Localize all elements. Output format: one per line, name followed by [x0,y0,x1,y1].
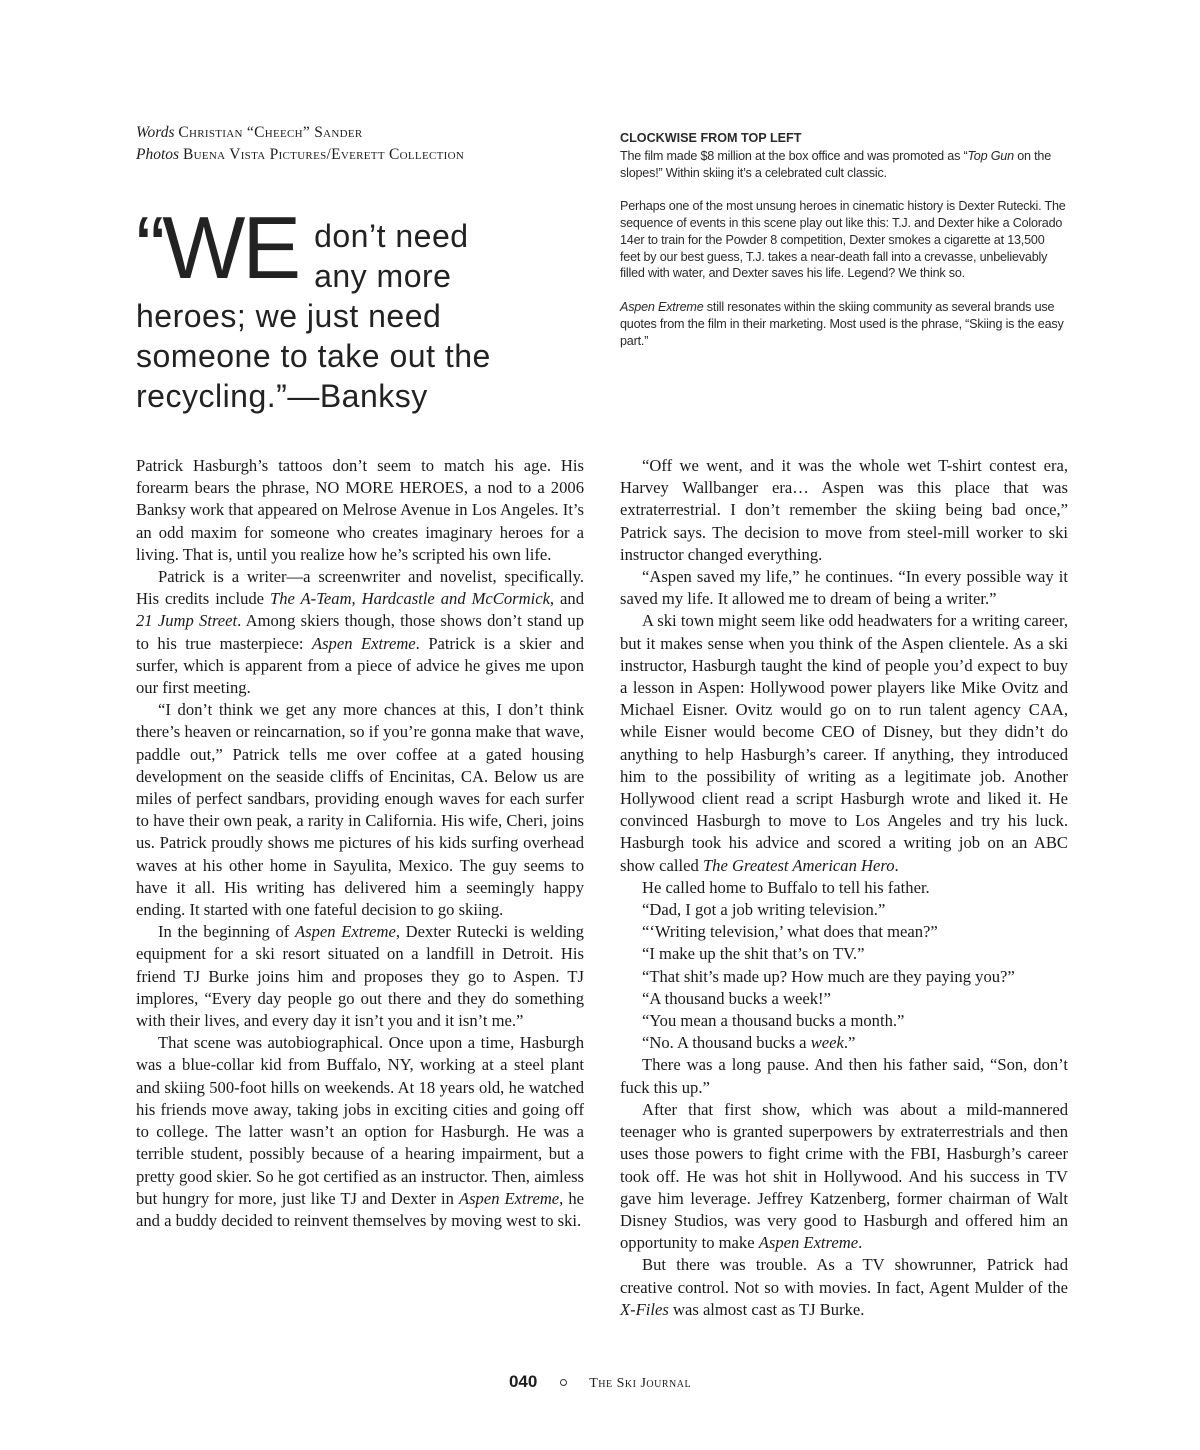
right-p6-text-a: But there was trouble. As a TV showrunner, Patrick had creative control. Not so with movies. In fact, Agent Mulder of the [620,1255,1068,1297]
photos-credit [136,144,576,166]
left-p2-italic-2: 21 Jump Street [136,611,238,631]
right-paragraph-1: “Off we went, and it was the whole wet T-shirt contest era, Harvey Wallbanger era… Aspen was this place that was extraterrestrial. I don’t remember the skiing being bad once,” Patrick says. The decision to move from steel-mill worker to ski instructor changed everything. [620,456,1068,564]
left-paragraph-3: “I don’t think we get any more chances at this, I don’t think there’s heaven or reincarnation, so if you’re gonna make that wave, paddle out,” Patrick tells me over coffee at a gated housing development on the seaside cliffs of Encinitas, CA. Below us are miles of perfect sandbars, providing enough waves for each surfer to have their own peak, a rarity in California. His wife, Cheri, joins us. Patrick proudly shows me pictures of his kids surfing overhead waves at his other home in Sayulita, Mexico. The guy seems to have it all. His writing has delivered him a seemingly happy ending. It started with one fateful decision to go skiing. [136,700,584,920]
author-name: Christian “Cheech” Sander [178,124,363,141]
page-footer [0,1372,1200,1392]
separator-dot-icon [560,1379,567,1386]
page-number: 040 [508,1372,538,1391]
pull-quote-head [136,198,576,297]
caption-3-italic: Aspen Extreme [620,299,704,314]
photo-captions [620,130,1068,366]
dialogue-line-4: “I make up the shit that’s on TV.” [642,944,865,964]
magazine-name: The Ski Journal [589,1376,692,1391]
dialogue-8-italic: week [810,1033,844,1053]
dialogue-8-text-a: “No. A thousand bucks a [642,1033,811,1053]
left-p2-text-a: Patrick is a writer—a screenwriter and novelist, specifically. His credits include [136,567,584,609]
right-paragraph-6 [620,1254,1068,1321]
photographer-name: Buena Vista Pictures/Everett Collection [182,146,465,163]
pull-quote-line-1: don’t need [314,218,469,254]
left-paragraph-5 [136,1032,584,1232]
caption-1-text-b: on the slopes!” Within skiing it’s a celebrated cult classic. [620,148,1052,180]
dialogue-8-text-b: .” [843,1033,856,1053]
left-p2-text-b: and [554,589,584,609]
left-p5-text-b: , he and a buddy decided to reinvent themselves by moving west to ski. [136,1188,584,1230]
caption-3 [620,299,1068,349]
left-paragraph-2 [136,566,584,699]
dialogue-line-1: He called home to Buffalo to tell his father. [642,877,930,897]
caption-1-italic: Top Gun [967,148,1014,163]
caption-1-text-a: The film made $8 million at the box office and was promoted as “ [620,148,968,163]
dialogue-line-3: “‘Writing television,’ what does that mean?” [642,922,938,942]
right-paragraph-3 [620,610,1068,876]
pull-quote [136,198,576,416]
left-p2-italic-1: The A-Team, Hardcastle and McCormick, [270,589,555,609]
photos-label: Photos [136,146,180,163]
left-p2-text-c: . Among skiers though, those shows don’t stand up to his true masterpiece: [136,611,584,653]
pull-quote-line-2: any more [314,258,452,294]
pull-quote-line-5: recycling.”—Banksy [136,378,428,414]
left-p2-text-d: . Patrick is a skier and surfer, which is apparent from a piece of advice he gives me upon our first meeting. [136,633,584,698]
body-column-right [620,455,1068,1321]
right-paragraph-5 [620,1099,1068,1254]
caption-3-text: still resonates within the skiing community as several brands use quotes from the film in their marketing. Most used is the phrase, “Skiing is the easy part.” [620,299,1064,348]
captions-heading: CLOCKWISE FROM TOP LEFT [620,131,802,145]
body-column-left [136,455,584,1232]
dialogue-line-6: “A thousand bucks a week!” [642,988,831,1008]
left-p2-italic-3: Aspen Extreme [311,633,416,653]
dialogue-line-7: “You mean a thousand bucks a month.” [642,1011,905,1031]
right-paragraph-2: “Aspen saved my life,” he continues. “In every possible way it saved my life. It allowed me to dream of being a writer.” [620,567,1068,609]
dialogue-line-2: “Dad, I got a job writing television.” [642,900,886,920]
words-credit [136,122,576,144]
right-p5-text-a: After that first show, which was about a mild-mannered teenager who is granted superpowers by extraterrestrials and then uses those powers to fight crime with the FBI, Hasburgh’s career took off. He was hot shit in Hollywood. And his success in TV gave him leverage. Jeffrey Katzenberg, former chairman of Walt Disney Studios, was very good to Hasburgh and offered him an opportunity to make [620,1099,1068,1253]
right-p6-italic: X-Files [620,1299,669,1319]
right-p3-italic: The Greatest American Hero [702,855,895,875]
left-p5-italic: Aspen Extreme [458,1188,560,1208]
dialogue-line-8 [620,1032,1068,1054]
left-p4-text-a: In the beginning of [158,922,295,942]
article-credits [136,122,576,166]
dialogue-line-5: “That shit’s made up? How much are they paying you?” [642,966,1015,986]
pull-quote-line-4: someone to take out the [136,338,491,374]
right-paragraph-4: There was a long pause. And then his father said, “Son, don’t fuck this up.” [620,1055,1068,1097]
pull-quote-small-lines [314,208,468,296]
right-p3-text-b: . [894,855,899,875]
right-p3-text-a: A ski town might seem like odd headwaters for a writing career, but it makes sense when you think of the Aspen clientele. As a ski instructor, Hasburgh taught the kind of people you’d expect to buy a lesson in Aspen: Hollywood power players like Mike Ovitz and Michael Eisner. Ovitz would go on to run talent agency CAA, while Eisner would become CEO of Disney, but they didn’t do anything to help Hasburgh’s career. If anything, they introduced him to the possibility of writing as a legitimate job. Another Hollywood client read a script Hasburgh wrote and liked it. He convinced Hasburgh to move to Los Angeles and try his luck. Hasburgh took his advice and scored a writing job on an ABC show called [620,611,1068,875]
left-p4-italic: Aspen Extreme [294,922,396,942]
caption-2: Perhaps one of the most unsung heroes in cinematic history is Dexter Rutecki. The sequence of events in this scene play out like this: T.J. and Dexter hike a Colorado 14er to train for the Powder 8 competition, Dexter smokes a cigarette at 13,500 feet by our best guess, T.J. takes a near-death fall into a crevasse, unbelievably filled with water, and Dexter saves his life. Legend? We think so. [620,199,1066,281]
left-paragraph-1: Patrick Hasburgh’s tattoos don’t seem to match his age. His forearm bears the phrase, NO MORE HEROES, a nod to a 2006 Banksy work that appeared on Melrose Avenue in Los Angeles. It’s an odd maxim for someone who creates imaginary heroes for a living. That is, until you realize how he’s scripted his own life. [136,456,584,564]
left-paragraph-4 [136,921,584,1032]
left-p4-text-b: , Dexter Rutecki is welding equipment for a ski resort situated on a landfill in Detroit. His friend TJ Burke joins him and proposes they go to Aspen. TJ implores, “Every day people go out there and they do something with their lives, and every day it isn’t you and it isn’t me.” [136,922,584,1031]
pull-quote-big-word: “WE [136,198,299,297]
right-p5-text-b: . [858,1233,863,1253]
caption-1 [620,148,1068,182]
words-label: Words [136,124,175,141]
right-p6-text-b: was almost cast as TJ Burke. [668,1299,865,1319]
right-p5-italic: Aspen Extreme [758,1233,859,1253]
pull-quote-line-3: heroes; we just need [136,298,442,334]
left-p5-text-a: That scene was autobiographical. Once upon a time, Hasburgh was a blue-collar kid from Buffalo, NY, working at a steel plant and skiing 500-foot hills on weekends. At 18 years old, he watched his friends move away, taking jobs in exciting cities and going off to college. The latter wasn’t an option for Hasburgh. He was a terrible student, possibly because of a hearing impairment, but a pretty good skier. So he got certified as an instructor. Then, aimless but hungry for more, just like TJ and Dexter in [136,1033,584,1208]
